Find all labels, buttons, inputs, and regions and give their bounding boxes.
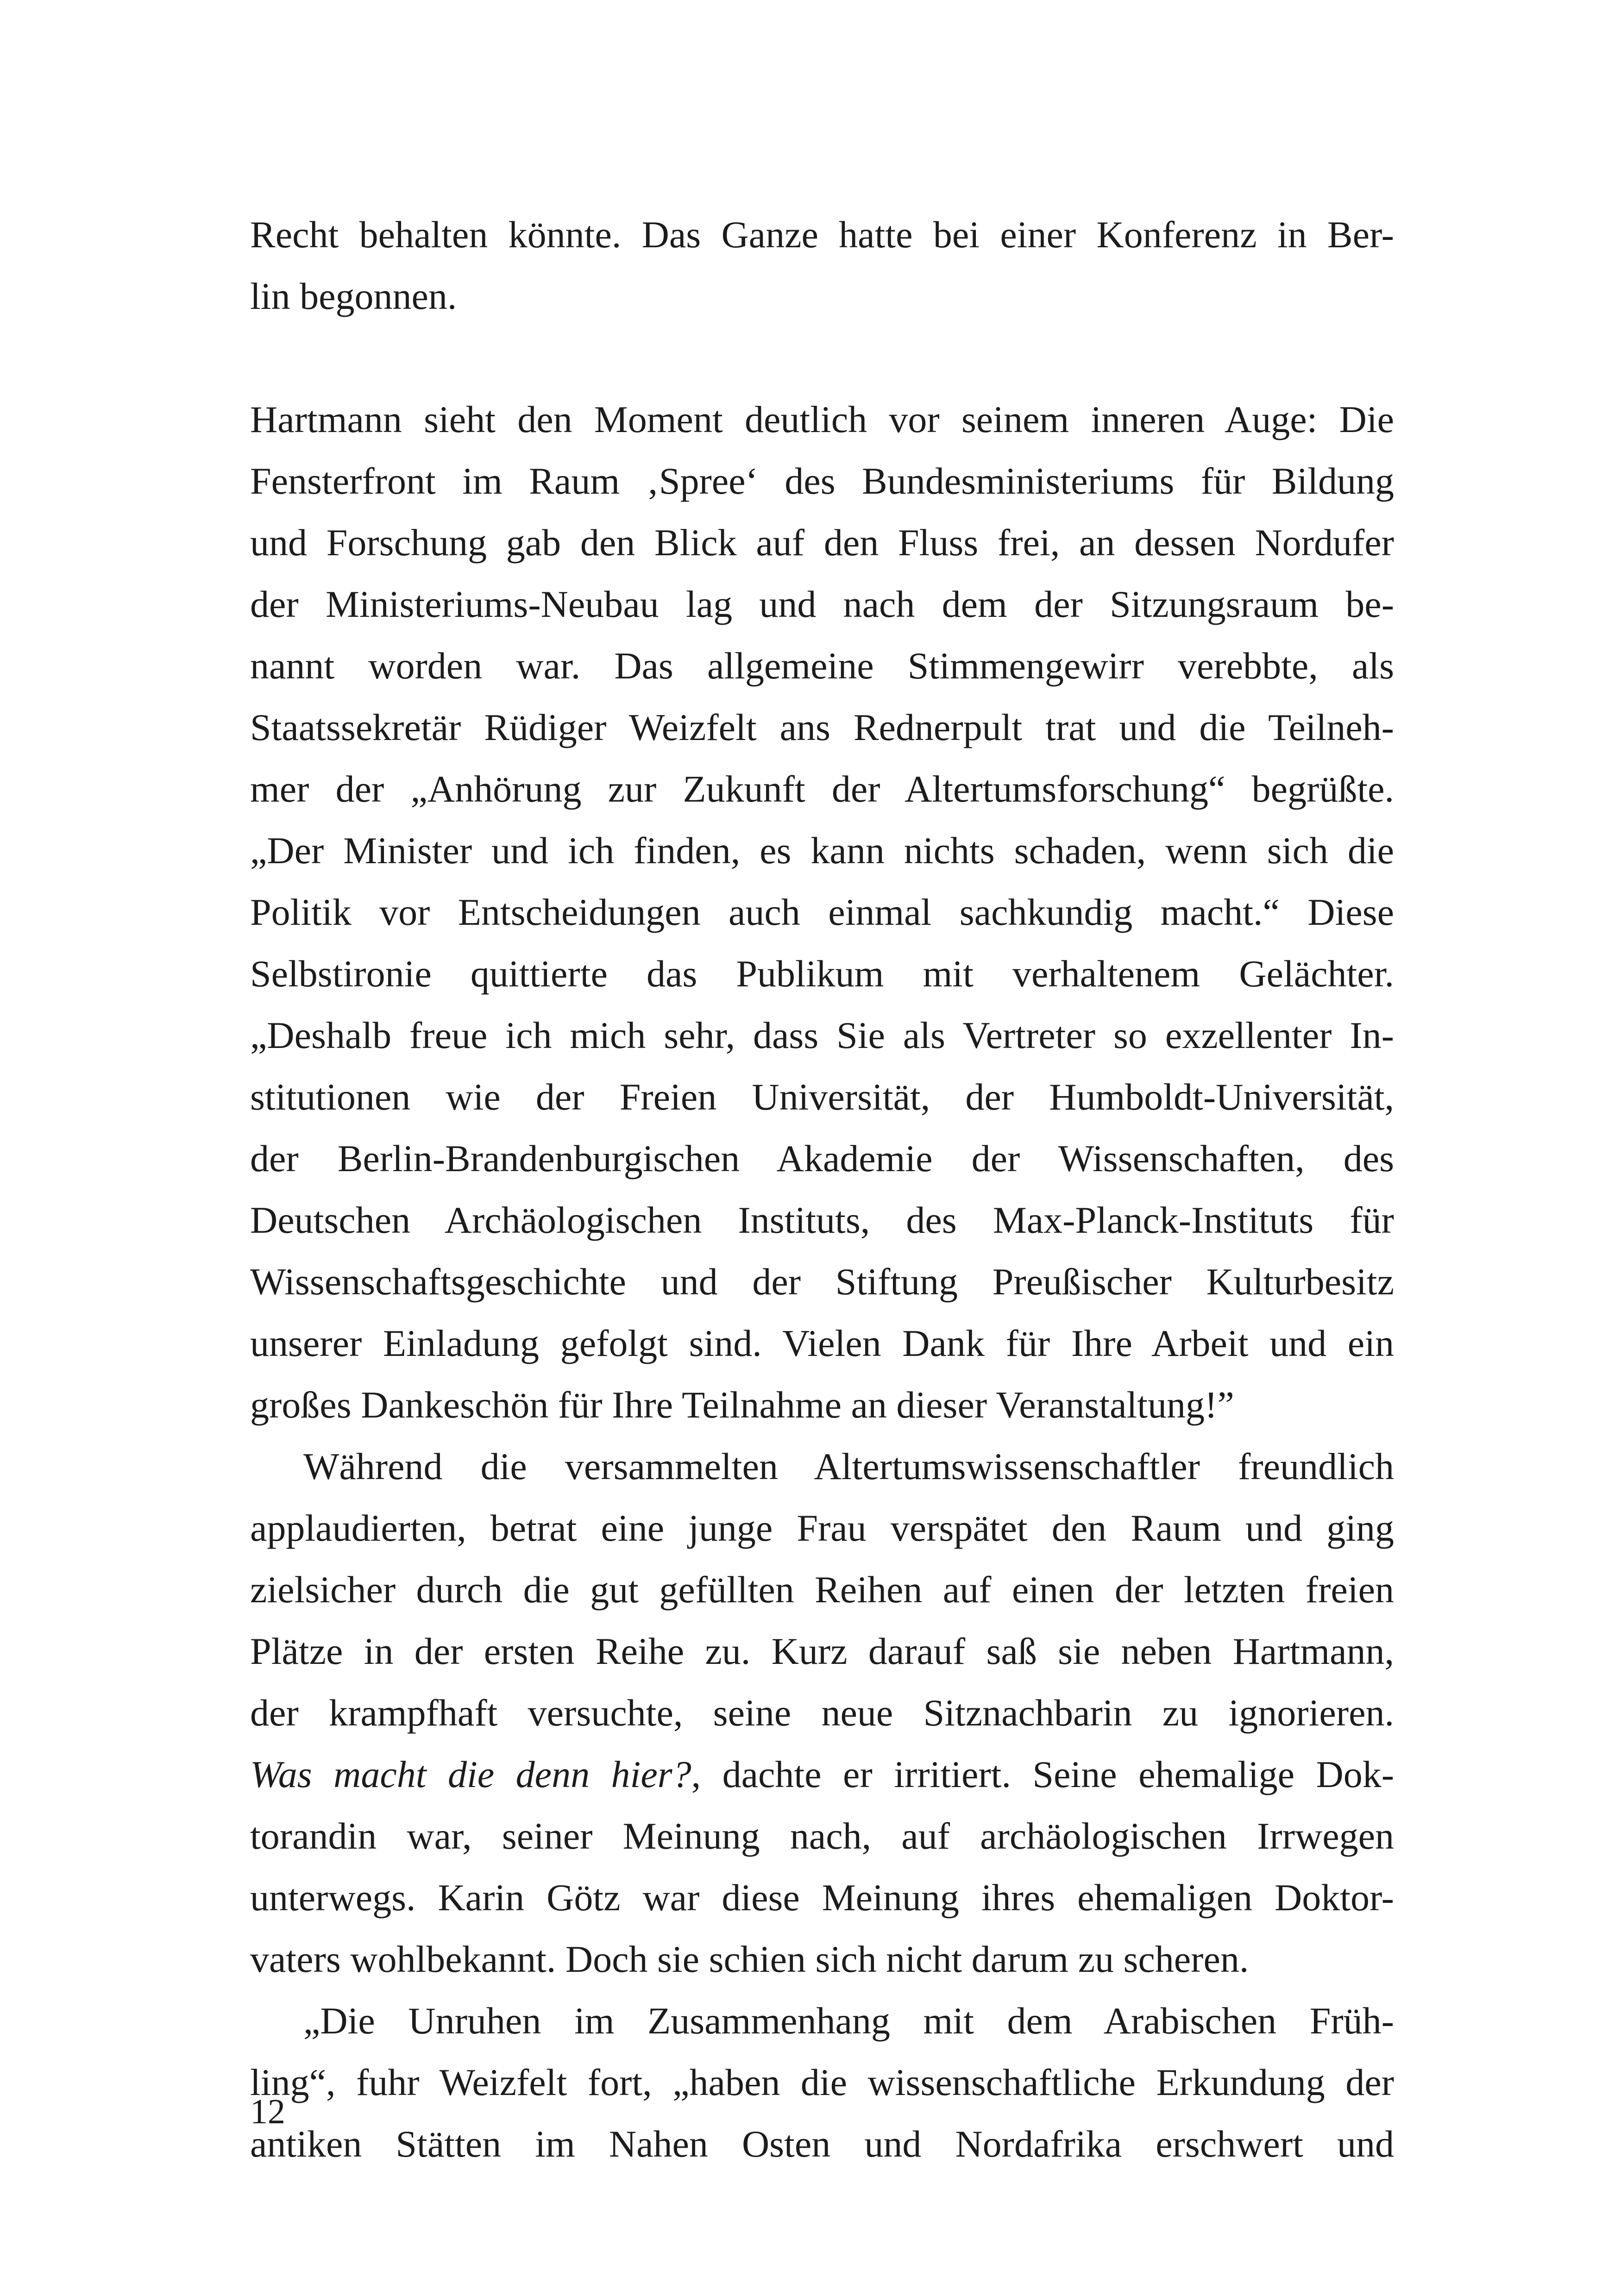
italic-thought: Was macht die denn hier? (250, 1753, 691, 1795)
text-line: unserer Einladung gefolgt sind. Vielen Dank für Ihre Arbeit und ein (250, 1322, 1394, 1364)
text-line: der Berlin-Brandenburgischen Akademie der Wissenschaften, des (250, 1137, 1394, 1179)
text-line: lin begonnen. (250, 275, 457, 317)
text-line: „Der Minister und ich finden, es kann nichts schaden, wenn sich die (250, 829, 1394, 872)
text-line: ling“, fuhr Weizfelt fort, „haben die wissenschaftliche Erkundung der (250, 2061, 1394, 2103)
text-line: Deutschen Archäologischen Instituts, des Max-Planck-Instituts für (250, 1199, 1394, 1241)
text-line: der Ministeriums-Neubau lag und nach dem der Sitzungsraum be- (250, 583, 1394, 625)
text-line: nannt worden war. Das allgemeine Stimmengewirr verebbte, als (250, 645, 1394, 687)
text-line: unterwegs. Karin Götz war diese Meinung ihres ehemaligen Doktor- (250, 1876, 1394, 1919)
text-line: vaters wohlbekannt. Doch sie schien sich nicht darum zu scheren. (250, 1938, 1249, 1980)
text-line: der krampfhaft versuchte, seine neue Sitznachbarin zu ignorieren. (250, 1692, 1394, 1734)
text-span: , dachte er irritiert. Seine ehemalige Dok- (691, 1753, 1394, 1795)
body-text (250, 204, 1394, 2175)
text-line: und Forschung gab den Blick auf den Fluss frei, an dessen Nordufer (250, 521, 1394, 564)
section-break (250, 327, 1394, 389)
text-line: Staatssekretär Rüdiger Weizfelt ans Rednerpult trat und die Teilneh- (250, 706, 1394, 748)
text-line: torandin war, seiner Meinung nach, auf archäologischen Irrwegen (250, 1815, 1394, 1857)
text-line: Hartmann sieht den Moment deutlich vor seinem inneren Auge: Die (250, 398, 1394, 440)
text-line: „Deshalb freue ich mich sehr, dass Sie als Vertreter so exzellenter In- (250, 1014, 1394, 1056)
text-line: applaudierten, betrat eine junge Frau verspätet den Raum und ging (250, 1507, 1394, 1549)
text-line-mixed (250, 1744, 1394, 1805)
text-line: großes Dankeschön für Ihre Teilnahme an dieser Veranstaltung!” (250, 1384, 1234, 1426)
text-line: Recht behalten könnte. Das Ganze hatte bei einer Konferenz in Ber- (250, 213, 1394, 256)
text-line: Wissenschaftsgeschichte und der Stiftung Preußischer Kulturbesitz (250, 1261, 1394, 1303)
text-line: Fensterfront im Raum ‚Spree‘ des Bundesministeriums für Bildung (250, 460, 1394, 502)
page-number: 12 (250, 2092, 285, 2131)
text-line: mer der „Anhörung zur Zukunft der Altertumsforschung“ begrüßte. (250, 768, 1394, 810)
text-line: Politik vor Entscheidungen auch einmal sachkundig macht.“ Diese (250, 891, 1394, 933)
text-line: zielsicher durch die gut gefüllten Reihen auf einen der letzten freien (250, 1568, 1394, 1611)
text-line: stitutionen wie der Freien Universität, der Humboldt-Universität, (250, 1076, 1394, 1118)
text-line: „Die Unruhen im Zusammenhang mit dem Arabischen Früh- (303, 2000, 1394, 2042)
text-line: Plätze in der ersten Reihe zu. Kurz darauf saß sie neben Hartmann, (250, 1630, 1394, 1672)
text-line: antiken Stätten im Nahen Osten und Nordafrika erschwert und (250, 2123, 1394, 2165)
text-line: Selbstironie quittierte das Publikum mit verhaltenem Gelächter. (250, 953, 1394, 995)
text-line: Während die versammelten Altertumswissenschaftler freundlich (303, 1445, 1394, 1487)
